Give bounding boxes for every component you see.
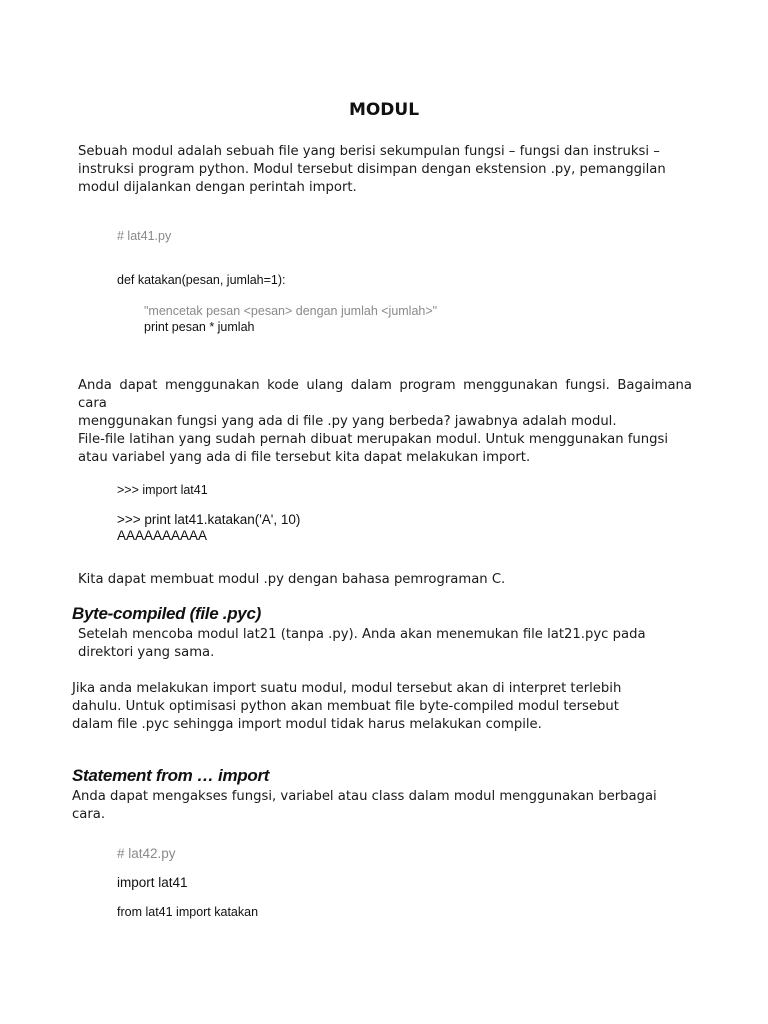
text-line: atau variabel yang ada di file tersebut kita dapat melakukan import. (78, 450, 531, 465)
paragraph-modules (78, 377, 692, 467)
text-line: cara. (72, 807, 106, 822)
text-line: Anda dapat menggunakan kode ulang dalam program menggunakan fungsi. Bagaimana cara (78, 378, 692, 411)
paragraph-access (72, 788, 657, 824)
section-heading-from-import: Statement from … import (72, 766, 270, 785)
code-comment: # lat42.py (117, 846, 176, 861)
text-line: Jika anda melakukan import suatu modul, modul tersebut akan di interpret terlebih (72, 681, 622, 696)
text-line: dahulu. Untuk optimisasi python akan membuat file byte-compiled modul tersebut (72, 699, 619, 714)
code-def-line: def katakan(pesan, jumlah=1): (117, 273, 286, 287)
code-comment: # lat41.py (117, 229, 172, 243)
text-line: Sebuah modul adalah sebuah file yang berisi sekumpulan fungsi – fungsi dan instruksi – (78, 144, 660, 159)
text-line: menggunakan fungsi yang ada di file .py yang berbeda? jawabnya adalah modul. (78, 414, 617, 429)
code-output: AAAAAAAAAA (117, 528, 208, 543)
section-heading-byte-compiled: Byte-compiled (file .pyc) (72, 604, 261, 623)
paragraph-interpret (72, 680, 621, 734)
code-import-line: import lat41 (117, 875, 188, 890)
text-line: direktori yang sama. (78, 645, 215, 660)
text-line: Anda dapat mengakses fungsi, variabel atau class dalam modul menggunakan berbagai (72, 789, 657, 804)
code-from-import-line: from lat41 import katakan (117, 905, 259, 919)
code-import-line: >>> import lat41 (117, 483, 208, 497)
paragraph-pyc-file (78, 626, 692, 662)
text-line: instruksi program python. Modul tersebut disimpan dengan ekstension .py, pemanggilan (78, 162, 666, 177)
paragraph-c-modules: Kita dapat membuat modul .py dengan bahasa pemrograman C. (78, 572, 506, 587)
code-docstring: "mencetak pesan <pesan> dengan jumlah <jumlah>" (144, 304, 438, 318)
intro-paragraph (78, 143, 692, 197)
text-line: Setelah mencoba modul lat21 (tanpa .py). Anda akan menemukan file lat21.pyc pada (78, 627, 646, 642)
code-print-line: print pesan * jumlah (144, 320, 255, 334)
page-title: MODUL (348, 100, 420, 120)
code-print-call: >>> print lat41.katakan('A', 10) (117, 512, 301, 527)
text-line: File-file latihan yang sudah pernah dibuat merupakan modul. Untuk menggunakan fungsi (78, 432, 669, 447)
text-line: modul dijalankan dengan perintah import. (78, 180, 357, 195)
text-line: dalam file .pyc sehingga import modul tidak harus melakukan compile. (72, 717, 542, 732)
